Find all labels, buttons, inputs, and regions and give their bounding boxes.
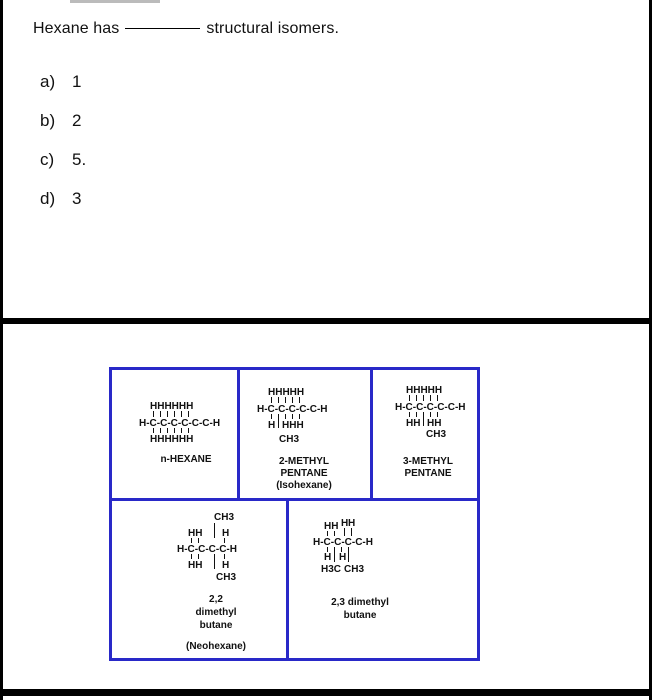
option-b[interactable] [40, 111, 86, 150]
option-letter: d) [40, 189, 56, 208]
option-c[interactable] [40, 150, 86, 189]
2mp-top-h: HHHHH [268, 387, 305, 398]
question-prefix: Hexane has [33, 20, 120, 37]
option-d[interactable] [40, 189, 86, 228]
23db-name-line1: 2,3 dimethyl [331, 597, 389, 608]
answer-blank [125, 28, 200, 29]
option-letter: b) [40, 111, 56, 130]
3mp-chain: H-C-C-C-C-C-H [395, 402, 466, 413]
22db-bottom-branch: CH3 [216, 572, 237, 583]
2-3-dimethylbutane-structure [308, 515, 408, 585]
3mp-top-h: HHHHH [406, 385, 443, 396]
table-divider [112, 498, 477, 501]
23db-bottom-branch1: H3C [321, 564, 342, 575]
table-divider [237, 370, 240, 499]
frame-bottom-border [0, 689, 652, 696]
table-divider [286, 499, 289, 658]
option-value: 5. [72, 150, 87, 169]
22db-top-h2: H [222, 528, 230, 539]
2mp-branch: CH3 [279, 434, 300, 445]
22db-bottom-h1: HH [188, 560, 203, 571]
3-methylpentane-name [378, 456, 478, 480]
23db-bottom-h2: H [339, 552, 347, 563]
23db-top-h2: H [341, 518, 349, 529]
isomer-structures-table [109, 367, 480, 661]
option-value: 2 [72, 111, 82, 130]
3mp-bottom-h2: HH [427, 418, 442, 429]
3mp-bottom-h1: HH [406, 418, 421, 429]
option-letter: a) [40, 72, 56, 91]
2mp-bottom-h2: HHH [282, 420, 304, 431]
2mp-bottom-h1: H [268, 420, 276, 431]
option-value: 1 [72, 72, 82, 91]
answer-options [40, 72, 86, 228]
2mp-name-line2: PENTANE [280, 468, 328, 479]
2-2-dimethylbutane-name [166, 593, 266, 653]
22db-name-line1: 2,2 [209, 594, 223, 605]
option-a[interactable] [40, 72, 86, 111]
top-edge-fragment [70, 0, 160, 3]
22db-bottom-h2: H [222, 560, 230, 571]
2mp-name-line1: 2-METHYL [279, 456, 329, 467]
3mp-branch: CH3 [426, 429, 447, 440]
table-divider [370, 370, 373, 499]
22db-name-line2: dimethyl [195, 607, 237, 618]
question-suffix: structural isomers. [206, 20, 339, 37]
2-methylpentane-name [244, 456, 364, 492]
23db-bottom-branch2: CH3 [344, 564, 365, 575]
22db-chain: H-C-C-C-C-H [177, 544, 237, 555]
3-methylpentane-structure [390, 382, 480, 444]
23db-bottom-h1: H [324, 552, 332, 563]
2-3-dimethylbutane-name [300, 596, 420, 622]
3mp-name-line2: PENTANE [404, 468, 452, 479]
option-value: 3 [72, 189, 82, 208]
option-letter: c) [40, 150, 55, 169]
23db-chain: H-C-C-C-C-H [313, 537, 373, 548]
2mp-name-line3: (Isohexane) [276, 480, 332, 491]
23db-top-h1: HH [324, 521, 339, 532]
frame-left-border [0, 0, 3, 700]
n-hexane-bottom-h: HHHHHH [150, 434, 194, 445]
2-2-dimethylbutane-structure [172, 510, 272, 585]
23db-top-h3: H [348, 518, 356, 529]
2-methylpentane-structure [252, 384, 362, 446]
22db-top-branch: CH3 [214, 512, 235, 523]
22db-name-line4: (Neohexane) [185, 641, 246, 652]
n-hexane-structure [136, 398, 236, 443]
22db-top-h1: HH [188, 528, 203, 539]
23db-name-line2: butane [343, 610, 377, 621]
2mp-chain: H-C-C-C-C-C-H [257, 404, 328, 415]
section-divider [0, 318, 652, 324]
n-hexane-top-h: HHHHHH [150, 401, 194, 412]
22db-name-line3: butane [199, 620, 233, 631]
3mp-name-line1: 3-METHYL [403, 456, 453, 467]
n-hexane-chain: H-C-C-C-C-C-C-H [139, 418, 221, 429]
question-text [33, 20, 339, 38]
n-hexane-name: n-HEXANE [160, 454, 212, 465]
